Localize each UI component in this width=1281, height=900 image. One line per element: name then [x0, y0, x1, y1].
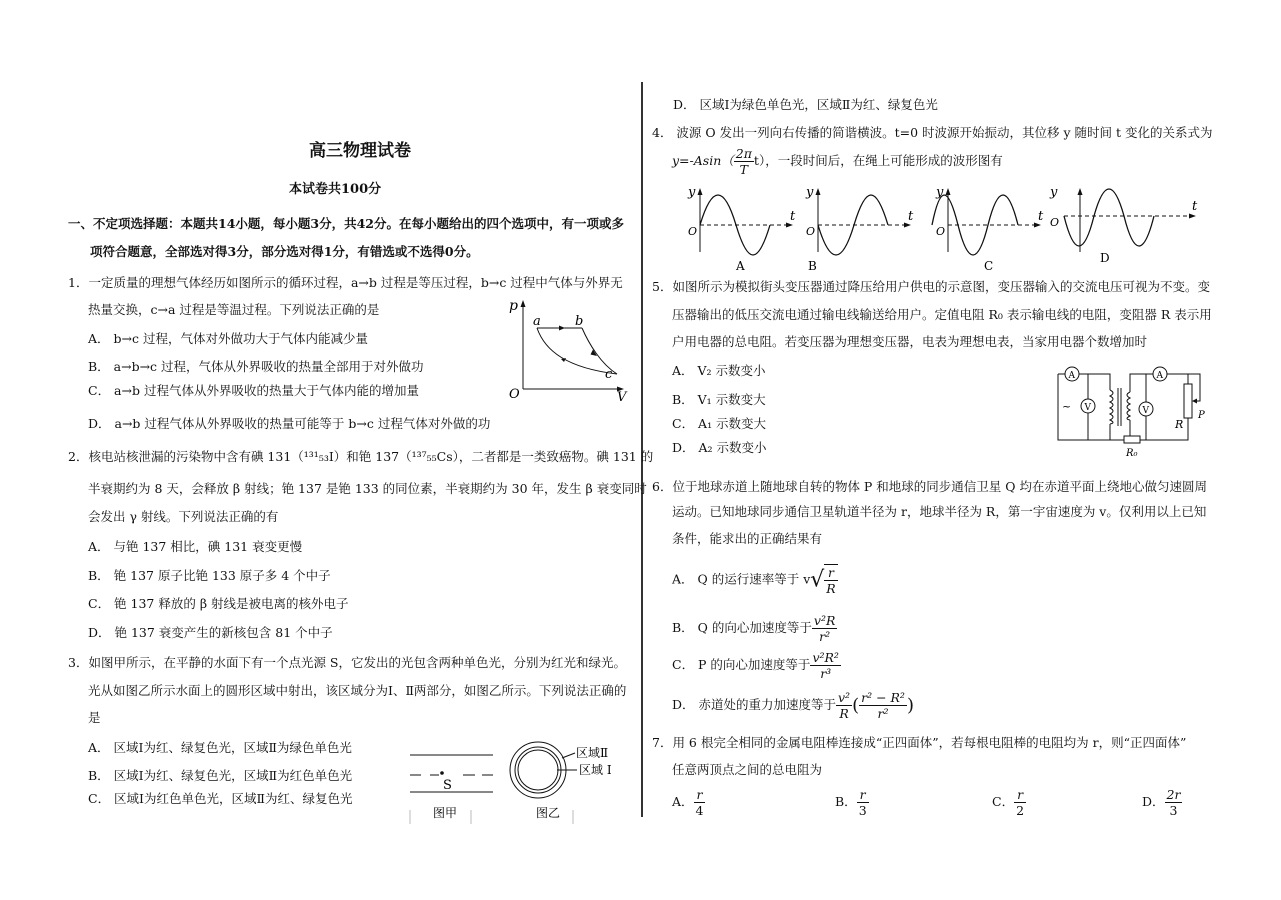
- q1-stem-line1: 1．一定质量的理想气体经历如图所示的循环过程，a→b 过程是等压过程，b→c 过程中气体与外界无: [68, 275, 623, 290]
- q5-ammeter-a2: A: [1156, 371, 1163, 381]
- svg-text:t: t: [908, 209, 914, 224]
- page-subtitle: 本试卷共100分: [289, 182, 382, 197]
- svg-text:y: y: [1050, 185, 1058, 200]
- q3-stem-line3: 是: [88, 710, 101, 725]
- q3-label-region2: 区域Ⅱ: [576, 746, 609, 760]
- q4-equation: y=-Asin（ $\frac{2\pi}{T}$ t），一段时间后，在绳上可能形成的波形图有: [672, 146, 1003, 177]
- q5-voltmeter-v1: V: [1084, 403, 1091, 413]
- q7-stem-line2: 任意两顶点之间的总电阻为: [672, 762, 823, 777]
- q5-resistor-r: R: [1175, 418, 1184, 431]
- q1-option-d: D． a→b 过程气体从外界吸收的热量可能等于 b→c 过程气体对外做的功: [88, 416, 491, 431]
- q1-axis-v: V: [617, 390, 627, 405]
- q2-stem-line1: 2．核电站核泄漏的污染物中含有碘 131（¹³¹₅₃I）和铯 137（¹³⁷₅₅Cs），二者都是一类致癌物。碘 131 的: [68, 449, 654, 464]
- q5-option-a: A． V₂ 示数变小: [672, 363, 766, 378]
- q4-eq-fraction: $\frac{2\pi}{T}$: [735, 146, 752, 177]
- q7-option-d: D． $\frac{2r}{3}$: [1142, 787, 1181, 818]
- svg-text:y: y: [806, 185, 814, 200]
- svg-text:O: O: [936, 225, 946, 238]
- svg-text:O: O: [806, 225, 816, 238]
- q6-stem-line1: 6．位于地球赤道上随地球自转的物体 P 和地球的同步通信卫星 Q 均在赤道平面上绕地心做匀速圆周: [652, 479, 1208, 494]
- q4-wave-options: [670, 180, 1210, 275]
- q5-slider-p: P: [1198, 410, 1205, 421]
- page-title: 高三物理试卷: [309, 141, 411, 161]
- svg-text:y: y: [688, 185, 696, 200]
- q3-label-jia: 图甲: [433, 806, 458, 820]
- q1-axis-p: p: [509, 298, 518, 314]
- q6-option-b: B． Q 的向心加速度等于 $\frac{\text{v²R}}{\text{r²}}$: [672, 613, 836, 644]
- q6-option-d: D． 赤道处的重力加速度等于 $\frac{\text{v²}}{R}$ ( $\frac{\text{r² − R²}}{\text{r²}}$ ): [672, 690, 914, 721]
- q2-option-d: D． 铯 137 衰变产生的新核包含 81 个中子: [88, 625, 333, 640]
- q2-stem-line3: 会发出 γ 射线。下列说法正确的有: [88, 509, 279, 524]
- q5-option-b: B． V₁ 示数变大: [672, 392, 766, 407]
- q5-option-d: D． A₂ 示数变小: [672, 440, 767, 455]
- q4-option-a-graph: [687, 185, 796, 273]
- q2-option-a: A． 与铯 137 相比，碘 131 衰变更慢: [88, 539, 303, 554]
- q3-stem-line1: 3．如图甲所示，在平静的水面下有一个点光源 S，它发出的光包含两种单色光，分别为红光和绿光。: [68, 655, 626, 670]
- q4-option-c-graph: [932, 185, 1044, 273]
- q4-option-a: A: [736, 259, 745, 273]
- q4-option-b-graph: [805, 185, 914, 273]
- q3-option-d: D． 区域Ⅰ为绿色单色光，区域Ⅱ为红、绿复色光: [673, 97, 938, 112]
- q5-ammeter-a1: A: [1068, 371, 1075, 381]
- q4-option-c: C: [984, 259, 994, 273]
- q1-point-b: b: [575, 314, 584, 329]
- q7-option-b: B． $\frac{r}{3}$: [835, 787, 867, 818]
- q7-option-a: A． $\frac{r}{4}$: [672, 787, 704, 818]
- q3-option-c: C． 区域Ⅰ为红色单色光，区域Ⅱ为红、绿复色光: [88, 791, 353, 806]
- svg-text:O: O: [688, 225, 698, 238]
- q5-voltmeter-v2: V: [1142, 406, 1149, 416]
- q5-ac-source: ~: [1062, 400, 1072, 413]
- q6-option-a: A． Q 的运行速率等于 v√ $\frac{r}{R}$: [672, 565, 836, 596]
- q1-option-c: C． a→b 过程气体从外界吸收的热量大于气体内能的增加量: [88, 383, 419, 398]
- svg-text:t: t: [790, 209, 796, 224]
- svg-text:y: y: [936, 185, 944, 200]
- q4-option-d-graph: [1049, 185, 1198, 265]
- q3-source-s: S: [443, 778, 452, 793]
- svg-text:O: O: [1050, 216, 1060, 229]
- q5-stem-line3: 户用电器的总电阻。若变压器为理想变压器，电表为理想电表，当家用电器个数增加时: [672, 334, 1148, 349]
- q3-label-region1: 区域 Ⅰ: [579, 763, 612, 777]
- q7-stem-line1: 7．用 6 根完全相同的金属电阻棒连接成“正四面体”，若每根电阻棒的电阻均为 r，则“正四面体”: [652, 735, 1187, 750]
- q6-stem-line3: 条件，能求出的正确结果有: [672, 531, 823, 546]
- q2-option-c: C． 铯 137 释放的 β 射线是被电离的核外电子: [88, 596, 349, 611]
- q1-point-a: a: [533, 314, 541, 329]
- q4-option-b: B: [808, 259, 817, 273]
- section-heading-line2: 项符合题意，全部选对得3分，部分选对得1分，有错选或不选得0分。: [90, 244, 479, 259]
- q7-option-c: C． $\frac{r}{2}$: [992, 787, 1025, 818]
- svg-text:t: t: [1192, 199, 1198, 214]
- q4-stem-line1: 4． 波源 O 发出一列向右传播的简谐横波。t=0 时波源开始振动，其位移 y 随时间 t 变化的关系式为: [652, 125, 1213, 140]
- section-heading-line1: 一、不定项选择题：本题共14小题，每小题3分，共42分。在每小题给出的四个选项中，有一项或多: [68, 216, 624, 231]
- q2-stem-line2: 半衰期约为 8 天，会释放 β 射线；铯 137 是铯 133 的同位素，半衰期约为 30 年，发生 β 衰变同时: [88, 481, 647, 496]
- q1-stem-line2: 热量交换，c→a 过程是等温过程。下列说法正确的是: [88, 302, 380, 317]
- q5-circuit-diagram: [1050, 362, 1210, 462]
- q3-stem-line2: 光从如图乙所示水面上的圆形区域中射出，该区域分为Ⅰ、Ⅱ两部分，如图乙所示。下列说法正确的: [88, 683, 627, 698]
- q1-option-b: B． a→b→c 过程，气体从外界吸收的热量全部用于对外做功: [88, 359, 424, 374]
- q5-stem-line2: 压器输出的低压交流电通过输电线输送给用户。定值电阻 R₀ 表示输电线的电阻，变阻器 R 表示用: [672, 307, 1212, 322]
- svg-text:t: t: [1038, 209, 1044, 224]
- q5-stem-line1: 5．如图所示为模拟街头变压器通过降压给用户供电的示意图，变压器输入的交流电压可视为不变。变: [652, 279, 1210, 294]
- q3-option-b: B． 区域Ⅰ为红、绿复色光，区域Ⅱ为红色单色光: [88, 768, 353, 783]
- q3-figure: [405, 740, 640, 825]
- q6-stem-line2: 运动。已知地球同步通信卫星轨道半径为 r，地球半径为 R，第一宇宙速度为 v。仅利用以上已知: [672, 504, 1207, 519]
- q1-point-c: c: [605, 367, 613, 382]
- q5-resistor-r0: R₀: [1126, 448, 1138, 459]
- q2-option-b: B． 铯 137 原子比铯 133 原子多 4 个中子: [88, 568, 331, 583]
- q4-option-d: D: [1100, 251, 1110, 265]
- q3-option-a: A． 区域Ⅰ为红、绿复色光，区域Ⅱ为绿色单色光: [88, 740, 352, 755]
- q1-origin: O: [509, 387, 520, 402]
- q5-option-c: C． A₁ 示数变大: [672, 416, 767, 431]
- q1-pv-diagram: [505, 296, 630, 406]
- q3-label-yi: 图乙: [536, 806, 561, 820]
- q6-option-c: C． P 的向心加速度等于 $\frac{\text{v²R²}}{\text{r³}}$: [672, 650, 839, 681]
- q1-option-a: A． b→c 过程，气体对外做功大于气体内能减少量: [88, 331, 368, 346]
